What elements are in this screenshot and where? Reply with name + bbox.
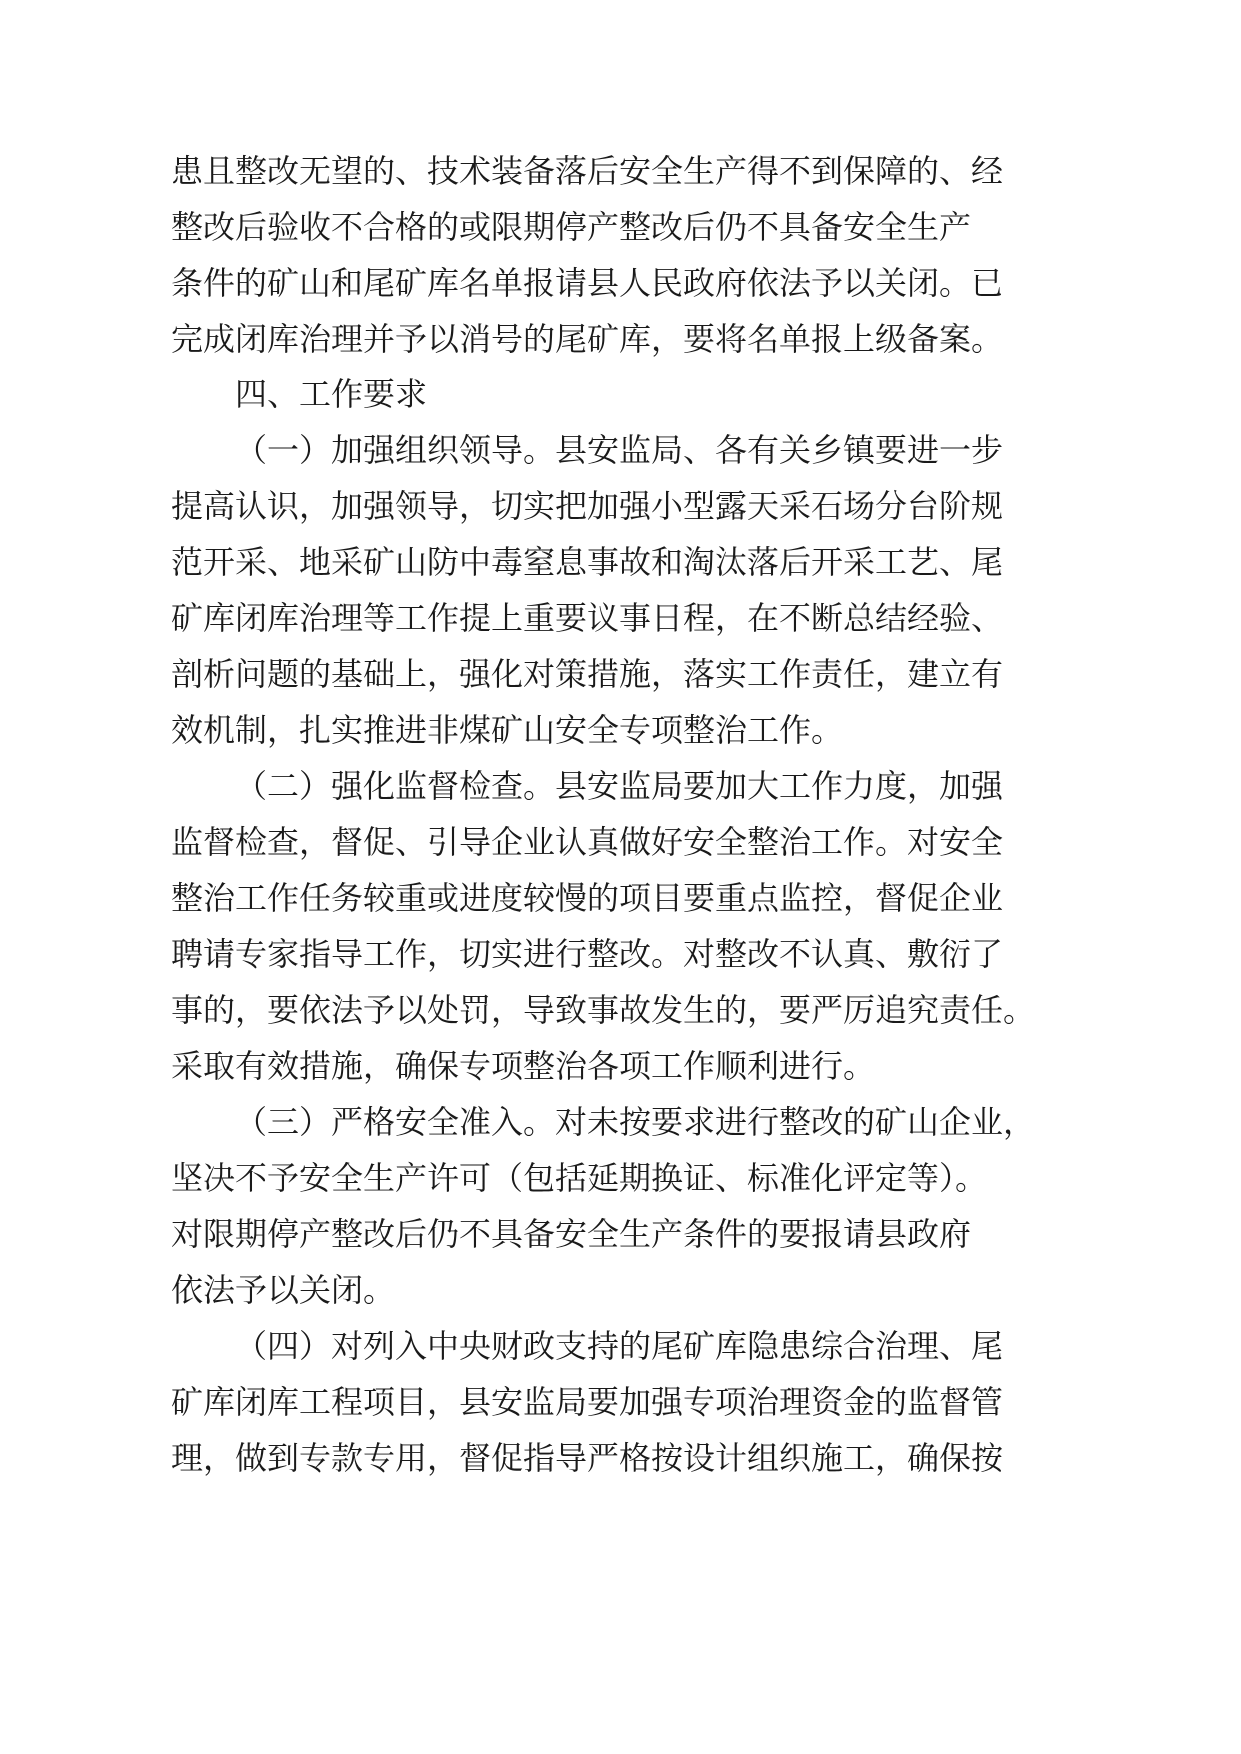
body-text-line: 矿库闭库治理等工作提上重要议事日程，在不断总结经验、 — [171, 599, 1004, 637]
paragraph-heading-line: （三）严格安全准入。对未按要求进行整改的矿山企业， — [235, 1103, 1036, 1141]
paragraph-heading-line: （二）强化监督检查。县安监局要加大工作力度，加强 — [235, 767, 1004, 805]
body-text-line: 采取有效措施，确保专项整治各项工作顺利进行。 — [171, 1047, 876, 1085]
body-text-line: 整改后验收不合格的或限期停产整改后仍不具备安全生产 — [171, 208, 972, 246]
body-text-line: 完成闭库治理并予以消号的尾矿库，要将名单报上级备案。 — [171, 320, 1004, 358]
body-text-line: 矿库闭库工程项目，县安监局要加强专项治理资金的监督管 — [171, 1383, 1004, 1421]
body-text-line: 聘请专家指导工作，切实进行整改。对整改不认真、敷衍了 — [171, 935, 1004, 973]
body-text-line: 患且整改无望的、技术装备落后安全生产得不到保障的、经 — [171, 152, 1004, 190]
body-text-line: 理，做到专款专用，督促指导严格按设计组织施工，确保按 — [171, 1439, 1004, 1477]
body-text-line: 依法予以关闭。 — [171, 1271, 396, 1309]
body-text-line: 监督检查，督促、引导企业认真做好安全整治工作。对安全 — [171, 823, 1004, 861]
body-text-line: 效机制，扎实推进非煤矿山安全专项整治工作。 — [171, 711, 844, 749]
body-text-line: 整治工作任务较重或进度较慢的项目要重点监控，督促企业 — [171, 879, 1004, 917]
body-text-line: 提高认识，加强领导，切实把加强小型露天采石场分台阶规 — [171, 487, 1004, 525]
body-text-line: 范开采、地采矿山防中毒窒息事故和淘汰落后开采工艺、尾 — [171, 543, 1004, 581]
body-text-line: 剖析问题的基础上，强化对策措施，落实工作责任，建立有 — [171, 655, 1004, 693]
body-text-line: 事的，要依法予以处罚，导致事故发生的，要严厉追究责任。 — [171, 991, 1036, 1029]
paragraph-heading-line: （一）加强组织领导。县安监局、各有关乡镇要进一步 — [235, 431, 1004, 469]
body-text-line: 坚决不予安全生产许可（包括延期换证、标准化评定等）。 — [171, 1159, 988, 1197]
body-text-line: 条件的矿山和尾矿库名单报请县人民政府依法予以关闭。已 — [171, 264, 1004, 302]
section-heading: 四、工作要求 — [235, 375, 428, 413]
body-text-line: 对限期停产整改后仍不具备安全生产条件的要报请县政府 — [171, 1215, 972, 1253]
paragraph-heading-line: （四）对列入中央财政支持的尾矿库隐患综合治理、尾 — [235, 1327, 1004, 1365]
